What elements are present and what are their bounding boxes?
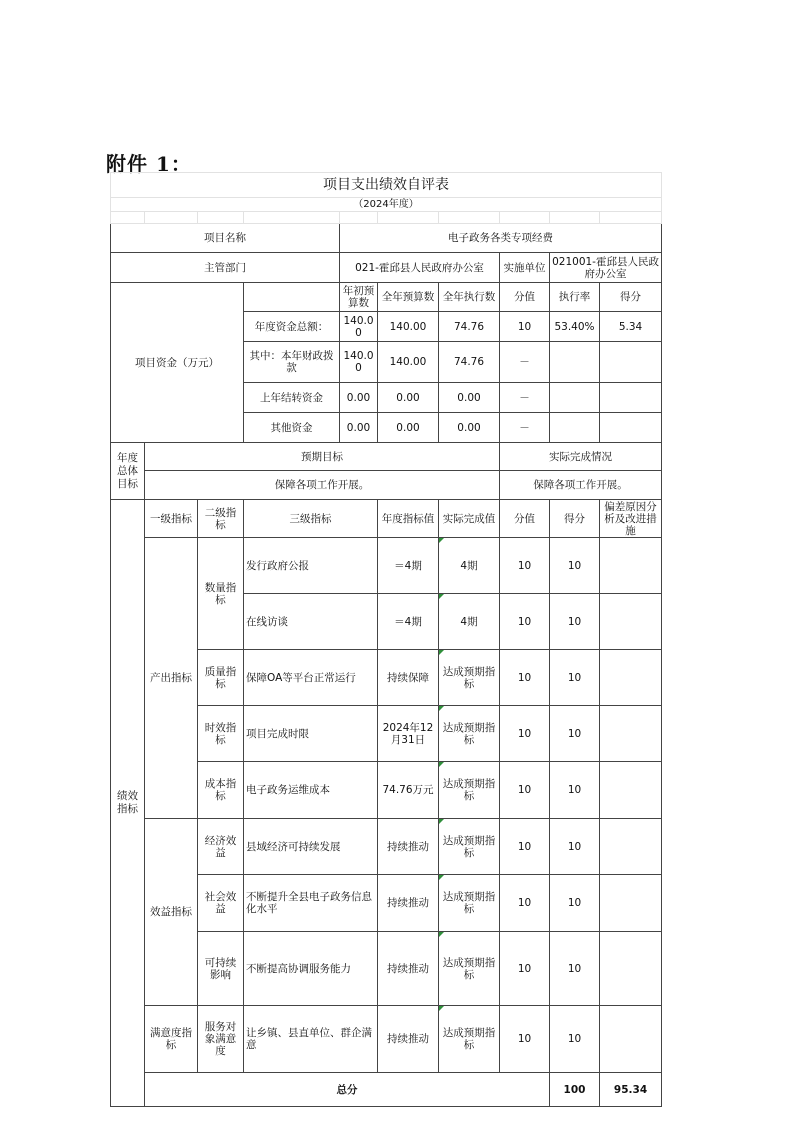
score-value: 10 [500, 650, 550, 706]
score-value: 10 [500, 706, 550, 762]
score-value: 10 [500, 594, 550, 650]
funds-header: 分值 [500, 283, 550, 312]
score-value: 10 [500, 932, 550, 1006]
perf-header: 分值 [500, 500, 550, 538]
table-title: 项目支出绩效自评表 [111, 173, 662, 198]
total-value: 100 [550, 1073, 600, 1107]
deviation-analysis [600, 538, 662, 594]
funds-executed: 0.00 [439, 383, 500, 413]
impl-unit-label: 实施单位 [500, 253, 550, 283]
performance-self-evaluation-table [110, 172, 661, 1110]
l3-indicator: 项目完成时限 [244, 706, 378, 762]
funds-header: 得分 [600, 283, 662, 312]
funds-score: 5.34 [600, 312, 662, 342]
perf-header: 实际完成值 [439, 500, 500, 538]
l3-indicator: 让乡镇、县直单位、群企满意 [244, 1006, 378, 1073]
expected-goal-label: 预期目标 [145, 443, 500, 471]
actual-completion: 保障各项工作开展。 [500, 471, 662, 500]
funds-score-value: 10 [500, 312, 550, 342]
annual-target: 2024年12月31日 [378, 706, 439, 762]
funds-score-value: － [500, 383, 550, 413]
annual-target: 持续推动 [378, 932, 439, 1006]
year-note: （2024年度） [111, 198, 662, 212]
perf-header: 一级指标 [145, 500, 198, 538]
benefit-indicator-label: 效益指标 [145, 819, 198, 1006]
actual-value: 达成预期指标 [439, 650, 500, 706]
l3-indicator: 电子政务运维成本 [244, 762, 378, 819]
score: 10 [550, 538, 600, 594]
funds-initial: 0.00 [340, 383, 378, 413]
attachment-label: 附件 1： [106, 152, 192, 176]
l2-indicator: 成本指标 [198, 762, 244, 819]
annual-target: ＝4期 [378, 594, 439, 650]
funds-header: 执行率 [550, 283, 600, 312]
score: 10 [550, 875, 600, 932]
actual-value: 达成预期指标 [439, 932, 500, 1006]
actual-value: 达成预期指标 [439, 1006, 500, 1073]
annual-target: 持续推动 [378, 819, 439, 875]
l2-indicator: 服务对象满意度 [198, 1006, 244, 1073]
l2-indicator: 时效指标 [198, 706, 244, 762]
score: 10 [550, 819, 600, 875]
funds-label: 项目资金（万元） [111, 283, 244, 443]
funds-score-value: － [500, 413, 550, 443]
actual-value: 达成预期指标 [439, 762, 500, 819]
funds-initial: 140.00 [340, 312, 378, 342]
deviation-analysis [600, 706, 662, 762]
actual-value: 达成预期指标 [439, 706, 500, 762]
l3-indicator: 不断提升全县电子政务信息化水平 [244, 875, 378, 932]
funds-rate [550, 383, 600, 413]
deviation-analysis [600, 594, 662, 650]
l2-indicator: 数量指标 [198, 538, 244, 650]
funds-row-name: 其他资金 [244, 413, 340, 443]
perf-header: 三级指标 [244, 500, 378, 538]
actual-value: 4期 [439, 594, 500, 650]
funds-annual: 0.00 [378, 413, 439, 443]
score: 10 [550, 594, 600, 650]
l2-indicator: 经济效益 [198, 819, 244, 875]
annual-target: 74.76万元 [378, 762, 439, 819]
l3-indicator: 县域经济可持续发展 [244, 819, 378, 875]
deviation-analysis [600, 650, 662, 706]
funds-score-value: － [500, 342, 550, 383]
l3-indicator: 在线访谈 [244, 594, 378, 650]
actual-value: 达成预期指标 [439, 875, 500, 932]
funds-rate [550, 413, 600, 443]
l2-indicator: 质量指标 [198, 650, 244, 706]
funds-rate [550, 342, 600, 383]
deviation-analysis [600, 932, 662, 1006]
funds-executed: 0.00 [439, 413, 500, 443]
score-value: 10 [500, 875, 550, 932]
l2-indicator: 社会效益 [198, 875, 244, 932]
total-score: 95.34 [600, 1073, 662, 1107]
funds-executed: 74.76 [439, 342, 500, 383]
score: 10 [550, 706, 600, 762]
actual-value: 达成预期指标 [439, 819, 500, 875]
funds-annual: 0.00 [378, 383, 439, 413]
score: 10 [550, 762, 600, 819]
funds-annual: 140.00 [378, 342, 439, 383]
l2-indicator: 可持续影响 [198, 932, 244, 1006]
funds-annual: 140.00 [378, 312, 439, 342]
funds-initial: 0.00 [340, 413, 378, 443]
funds-initial: 140.00 [340, 342, 378, 383]
l3-indicator: 不断提高协调服务能力 [244, 932, 378, 1006]
impl-unit-value: 021001-霍邱县人民政府办公室 [550, 253, 662, 283]
funds-header: 年初预算数 [340, 283, 378, 312]
overall-goal-label: 年度总体目标 [111, 443, 145, 500]
dept-value: 021-霍邱县人民政府办公室 [340, 253, 500, 283]
perf-header: 二级指标 [198, 500, 244, 538]
annual-target: ＝4期 [378, 538, 439, 594]
actual-completion-label: 实际完成情况 [500, 443, 662, 471]
funds-row-name: 其中：本年财政拨款 [244, 342, 340, 383]
funds-row-name: 年度资金总额： [244, 312, 340, 342]
output-indicator-label: 产出指标 [145, 538, 198, 819]
expected-goal: 保障各项工作开展。 [145, 471, 500, 500]
funds-score [600, 413, 662, 443]
perf-header: 年度指标值 [378, 500, 439, 538]
funds-header: 全年执行数 [439, 283, 500, 312]
deviation-analysis [600, 875, 662, 932]
annual-target: 持续推动 [378, 875, 439, 932]
performance-indicators-label: 绩效指标 [111, 500, 145, 1107]
annual-target: 持续推动 [378, 1006, 439, 1073]
score: 10 [550, 650, 600, 706]
score: 10 [550, 1006, 600, 1073]
total-label: 总分 [145, 1073, 550, 1107]
annual-target: 持续保障 [378, 650, 439, 706]
funds-header: 全年预算数 [378, 283, 439, 312]
deviation-analysis [600, 762, 662, 819]
score-value: 10 [500, 762, 550, 819]
l3-indicator: 保障OA等平台正常运行 [244, 650, 378, 706]
perf-header: 偏差原因分析及改进措施 [600, 500, 662, 538]
score: 10 [550, 932, 600, 1006]
deviation-analysis [600, 1006, 662, 1073]
deviation-analysis [600, 819, 662, 875]
perf-header: 得分 [550, 500, 600, 538]
funds-executed: 74.76 [439, 312, 500, 342]
actual-value: 4期 [439, 538, 500, 594]
score-value: 10 [500, 819, 550, 875]
satisfaction-indicator-label: 满意度指标 [145, 1006, 198, 1073]
project-name: 电子政务各类专项经费 [340, 224, 662, 253]
funds-rate: 53.40% [550, 312, 600, 342]
funds-score [600, 342, 662, 383]
dept-label: 主管部门 [111, 253, 340, 283]
funds-score [600, 383, 662, 413]
l3-indicator: 发行政府公报 [244, 538, 378, 594]
project-name-label: 项目名称 [111, 224, 340, 253]
score-value: 10 [500, 538, 550, 594]
score-value: 10 [500, 1006, 550, 1073]
funds-row-name: 上年结转资金 [244, 383, 340, 413]
